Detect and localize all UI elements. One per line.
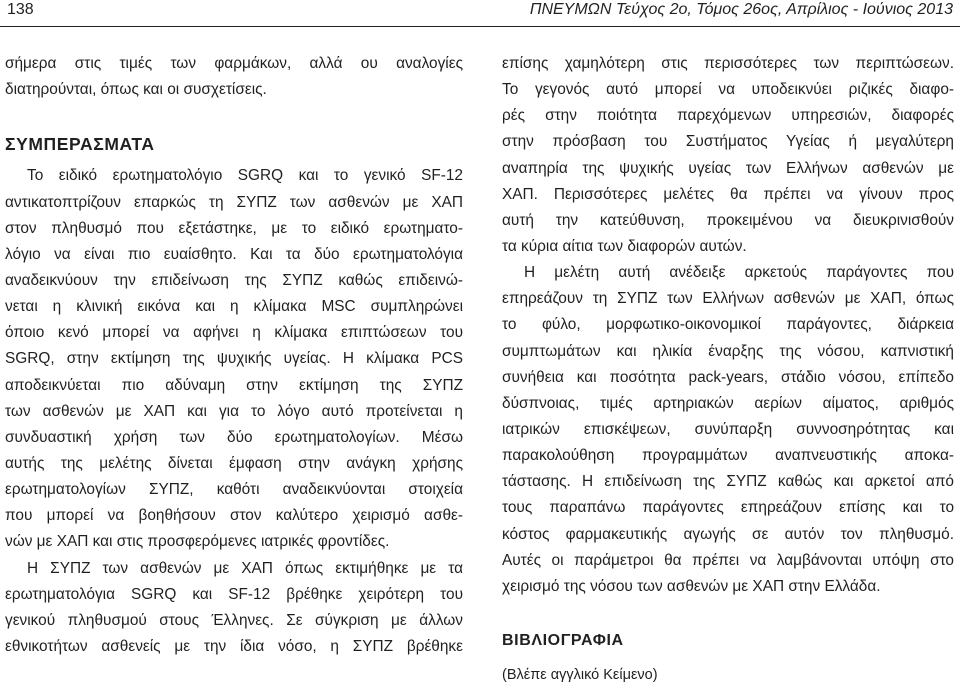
text-line: επίσης χαμηλότερη στις περισσότερες των περιπτώσεων. [502, 55, 954, 72]
text-line: Η ΣΥΠΖ των ασθενών με ΧΑΠ όπως εκτιμήθηκε με τα [27, 559, 463, 577]
text-line: Το γεγονός αυτό μπορεί να υποδεικνύει ριζικές διαφο- [502, 81, 954, 99]
text-line: διατηρούνται, όπως και οι συσχετίσεις. [5, 81, 267, 99]
text-line: συμπτωμάτων και ηλικία έναρξης της νόσου, καπνιστική [502, 342, 954, 360]
text-line: τους παραπάνω παράγοντες επηρεάζουν επίσης και το [502, 499, 954, 517]
text-line: Το ειδικό ερωτηματολόγιο SGRQ και το γενικό SF-12 [27, 167, 463, 185]
text-line: που μπορεί να βοηθήσουν στον καλύτερο χειρισμό ασθε- [5, 507, 463, 525]
text-line: στην πρόσβαση του Συστήματος Υγείας ή μεγαλύτερη [502, 133, 954, 151]
text-line: τα κύρια αίτια των διαφορών αυτών. [502, 237, 747, 255]
paragraph-gap [502, 600, 954, 614]
text-line: σήμερα στις τιμές των φαρμάκων, αλλά ου αναλογίες [5, 55, 463, 72]
paragraph-gap [5, 103, 463, 129]
text-line: αποδεικνύεται πιο αδύναμη στην εκτίμηση της ΣΥΠΖ [5, 376, 463, 394]
text-line: δύσπνοιας, τιμές αρτηριακών αερίων αίματος, αριθμός [502, 394, 954, 412]
text-line: ΧΑΠ. Περισσότερες μελέτες θα πρέπει να γίνουν προς [502, 185, 954, 203]
text-line: ιατρικών επισκέψεων, συνύπαρξη συννοσηρότητας και [502, 420, 954, 438]
left-column [5, 51, 463, 660]
text-line: κόστος φαρμακευτικής αγωγής σε αυτόν τον πληθυσμό. [502, 525, 954, 543]
text-line: αντικατοπτρίζουν επαρκώς τη ΣΥΠΖ των ασθενών με ΧΑΠ [5, 193, 463, 211]
text-line: Η μελέτη αυτή ανέδειξε αρκετούς παράγοντες που [524, 264, 954, 282]
text-line: ρές στην ποιότητα παρεχόμενων υπηρεσιών, διαφορές [502, 107, 954, 125]
text-line: αναδεικνύουν την επιδείνωση της ΣΥΠΖ καθώς επιδεινώ- [5, 271, 463, 289]
text-line: ερωτηματολογίων ΣΥΠΖ, καθότι αναδεικνύονται στοιχεία [5, 481, 463, 499]
text-line: συνδυαστική χρήση των δύο ερωτηματολογίων. Μέσω [5, 428, 463, 446]
text-line: όποιο κενό μπορεί να αφήνει η κλίμακα επιπτώσεων του [5, 324, 463, 342]
text-line: αναπηρία της ψυχικής υγείας των Ελλήνων ασθενών με [502, 159, 954, 177]
text-line: των ασθενών με ΧΑΠ και για το λόγο αυτό προτείνεται η [5, 402, 463, 420]
text-line: γενικού πληθυσμού στους Έλληνες. Σε σύγκριση με άλλων [5, 611, 463, 629]
text-line: λόγιο να είναι πιο ευαίσθητο. Και τα δύο ερωτηματολόγια [5, 245, 463, 263]
header-rule [0, 26, 960, 27]
text-line: ερωτηματολόγια SGRQ και SF-12 βρέθηκε χειρότερη του [5, 585, 463, 603]
right-column [502, 51, 954, 688]
text-line: το φύλο, μορφωτικο-οικονομικοί παράγοντες, διάρκεια [502, 316, 954, 334]
text-line: Αυτές οι παράμετροι θα πρέπει να λαμβάνονται υπόψη στο [502, 551, 954, 569]
text-line: εθνικοτήτων ασθενείς με την ίδια νόσο, η ΣΥΠΖ βρέθηκε [5, 637, 463, 655]
text-line: συνήθεια και ποσότητα pack-years, στάδιο νόσου, επίπεδο [502, 368, 954, 386]
section-heading-conclusions: ΣΥΜΠΕΡΑΣΜΑΤΑ [5, 134, 155, 155]
text-line: τάστασης. Η επιδείνωση της ΣΥΠΖ καθώς και αρκετοί από [502, 473, 954, 491]
text-line: νεται η κλινική εικόνα και η κλίμακα MSC συμπληρώνει [5, 298, 463, 316]
text-line: αυτή την κατεύθυνση, προκειμένου να διευκρινισθούν [502, 211, 954, 229]
text-line: SGRQ, στην εκτίμηση της ψυχικής υγείας. Η κλίμακα PCS [5, 350, 463, 368]
text-line: χειρισμό της νόσου των ασθενών με ΧΑΠ στην Ελλάδα. [502, 577, 881, 595]
page-number: 138 [7, 1, 34, 18]
text-line: νών με ΧΑΠ και στις προσφερόμενες ιατρικές φροντίδες. [5, 533, 390, 551]
running-header: ΠΝΕΥΜΩΝ Τεύχος 2ο, Τόμος 26ος, Απρίλιος - Ιούνιος 2013 [529, 1, 953, 18]
text-line: παρακολούθηση προγραμμάτων αναπνευστικής αποκα- [502, 447, 954, 465]
text-line: αυτής της μελέτης δίνεται έμφαση στην ανάγκη χρήσης [5, 454, 463, 472]
text-line: επηρεάζουν τη ΣΥΠΖ των Ελλήνων ασθενών με ΧΑΠ, όπως [502, 290, 954, 308]
bibliography-note: (Βλέπε αγγλικό Κείμενο) [502, 666, 658, 683]
section-heading-bibliography: ΒΙΒΛΙΟΓΡΑΦΙΑ [502, 631, 624, 649]
text-line: στον πληθυσμό που εξετάστηκε, με το ειδικό ερωτηματο- [5, 219, 463, 237]
